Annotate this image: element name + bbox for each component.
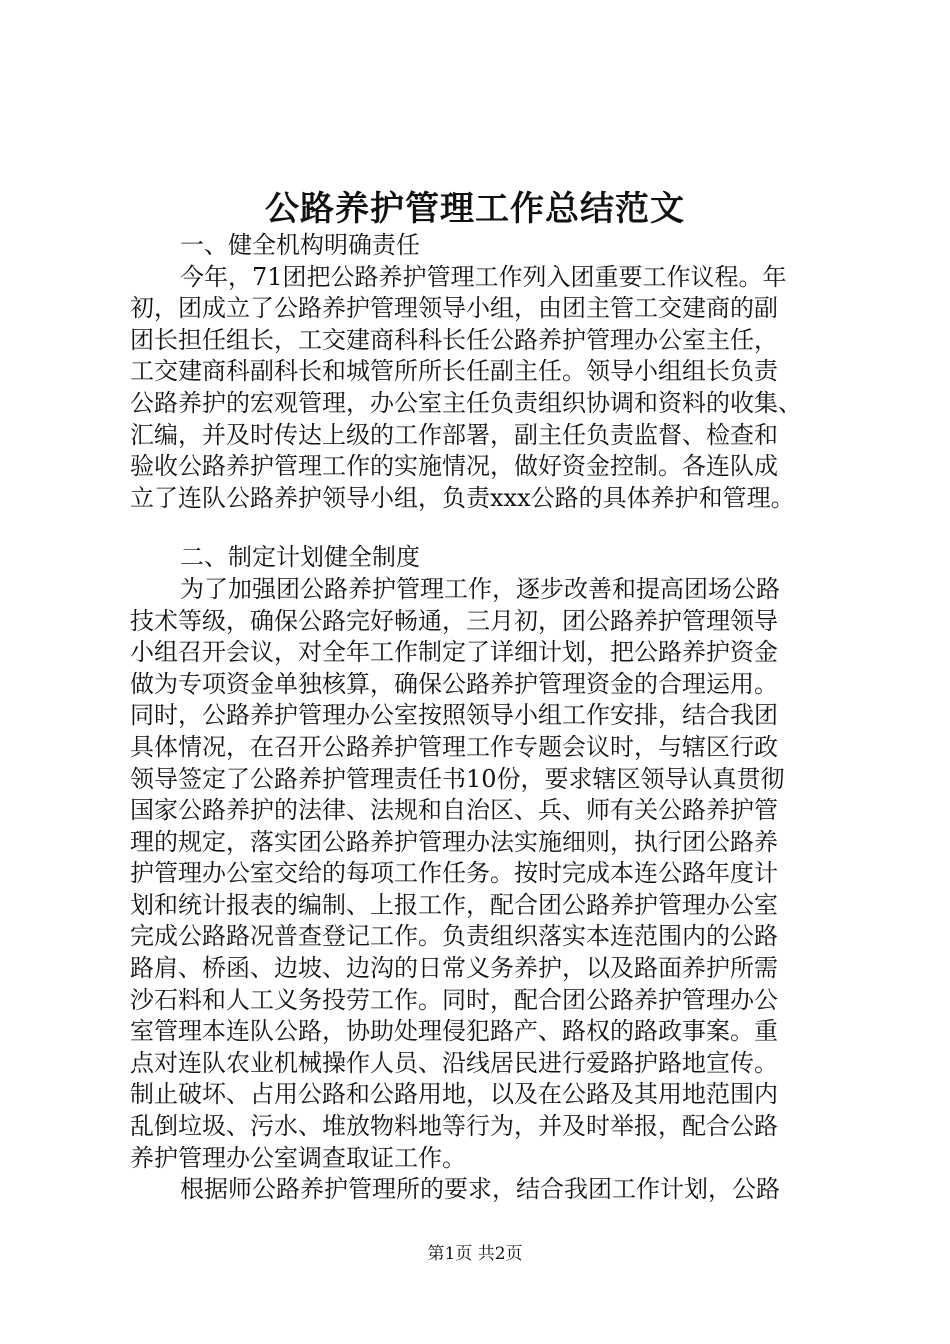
text-line: 制止破坏、占用公路和公路用地，以及在公路及其用地范围内 [130,1080,778,1109]
text-line: 沙石料和人工义务投劳工作。同时，配合团公路养护管理办公 [130,985,778,1014]
text-line: 根据师公路养护管理所的要求，结合我团工作计划，公路 [180,1175,780,1204]
text-line: 技术等级，确保公路完好畅通，三月初，团公路养护管理领导 [130,606,778,635]
text-line: 路肩、桥函、边坡、边沟的日常义务养护，以及路面养护所需 [130,954,778,983]
text-line: 乱倒垃圾、污水、堆放物料地等行为，并及时举报，配合公路 [130,1112,778,1141]
text-line: 立了连队公路养护领导小组，负责xxx公路的具体养护和管理。 [130,483,795,512]
text-line: 理的规定，落实团公路养护管理办法实施细则，执行团公路养 [130,827,778,856]
text-line: 为了加强团公路养护管理工作，逐步改善和提高团场公路 [180,574,780,603]
section-spacer [130,514,850,542]
document-title: 公路养护管理工作总结范文 [265,189,685,229]
text-line: 汇编，并及时传达上级的工作部署，副主任负责监督、检查和 [130,420,778,449]
section-heading: 二、制定计划健全制度 [180,543,420,572]
text-line: 初，团成立了公路养护管理领导小组，由团主管工交建商的副 [130,294,778,323]
text-line: 划和统计报表的编制、上报工作，配合团公路养护管理办公室 [130,890,778,919]
page-number-footer: 第1页 共2页 [427,1244,523,1264]
text-line: 点对连队农业机械操作人员、沿线居民进行爱路护路地宣传。 [130,1048,778,1077]
paragraph [130,574,850,1174]
text-line: 验收公路养护管理工作的实施情况，做好资金控制。各连队成 [130,452,778,481]
text-line: 完成公路路况普查登记工作。负责组织落实本连范围内的公路 [130,922,778,951]
text-line: 护管理办公室交给的每项工作任务。按时完成本连公路年度计 [130,859,778,888]
text-line: 做为专项资金单独核算，确保公路养护管理资金的合理运用。 [130,669,778,698]
text-line: 工交建商科副科长和城管所所长任副主任。领导小组组长负责 [130,357,778,386]
text-line: 公路养护的宏观管理，办公室主任负责组织协调和资料的收集、 [130,388,802,417]
paragraph [130,262,850,515]
text-line: 国家公路养护的法律、法规和自治区、兵、师有关公路养护管 [130,796,778,825]
text-line: 具体情况，在召开公路养护管理工作专题会议时，与辖区行政 [130,732,778,761]
text-line: 今年，71团把公路养护管理工作列入团重要工作议程。年 [180,262,787,291]
text-line: 领导签定了公路养护管理责任书10份，要求辖区领导认真贯彻 [130,764,785,793]
text-line: 室管理本连队公路，协助处理侵犯路产、路权的路政事案。重 [130,1017,778,1046]
text-line: 小组召开会议，对全年工作制定了详细计划，把公路养护资金 [130,638,778,667]
text-line: 同时，公路养护管理办公室按照领导小组工作安排，结合我团 [130,701,778,730]
section-heading: 一、健全机构明确责任 [180,231,420,259]
text-line: 团长担任组长，工交建商科科长任公路养护管理办公室主任， [130,325,778,354]
paragraph [130,1174,850,1206]
document-body [130,230,850,1206]
text-line: 养护管理办公室调查取证工作。 [130,1143,466,1172]
